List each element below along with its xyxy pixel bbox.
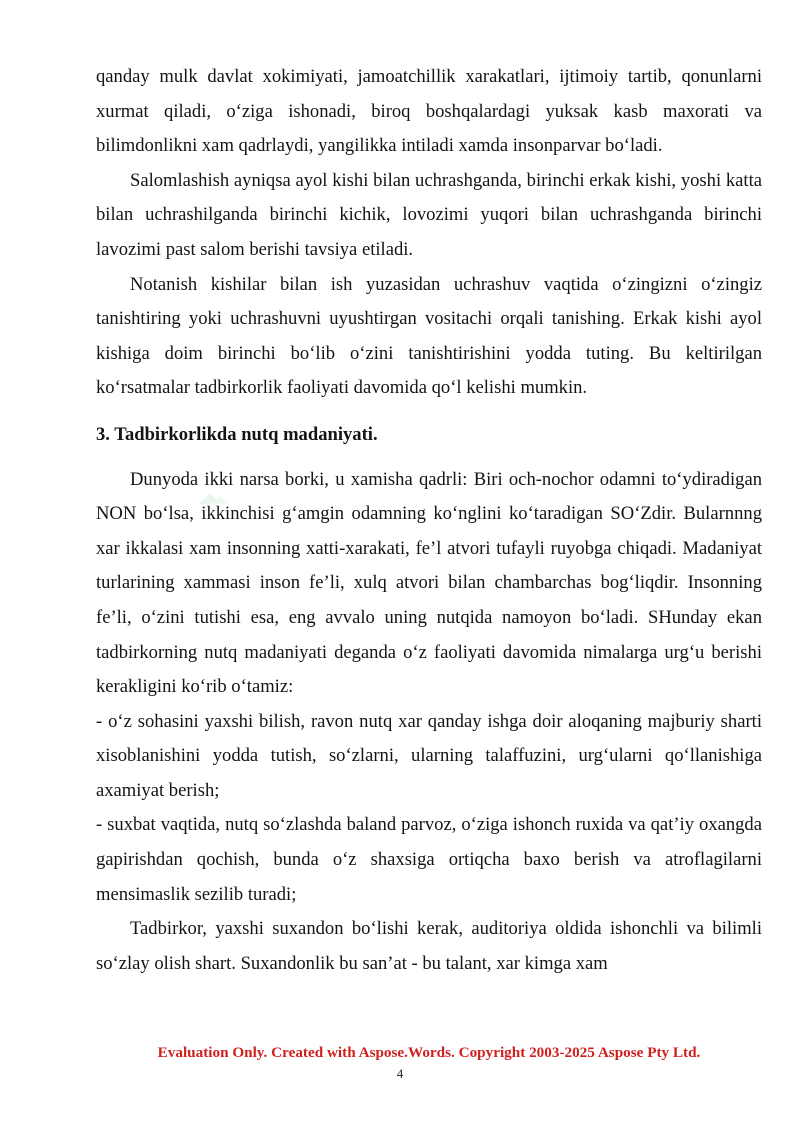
evaluation-notice: Evaluation Only. Created with Aspose.Words. Copyright 2003-2025 Aspose Pty Ltd.	[157, 1044, 701, 1061]
paragraph-speech-culture: Dunyoda ikki narsa borki, u xamisha qadrli: Biri och-nochor odamni to‘ydiradigan NON bo‘lsa, ikkinchisi g‘amgin odamning ko‘nglini ko‘taradigan SO‘Zdir. Bularnnng xar ikkalasi xam insonning xatti-xarakati, fe’l atvori tufayli ruyobga chiqadi. Madaniyat turlarining xammasi inson fe’li, xulq atvori bilan chambarchas bog‘liqdir. Insonning fe’li, o‘zini tutishi esa, eng avvalo uning nutqida namoyon bo‘ladi. SHunday ekan tadbirkorning nutq madaniyati deganda o‘z faoliyati davomida nimalarga urg‘u berishi kerakligini ko‘rib o‘tamiz:	[96, 468, 762, 698]
paragraph-introduction: Notanish kishilar bilan ish yuzasidan uchrashuv vaqtida o‘zingizni o‘zingiz tanishtiring yoki uchrashuvni uyushtirgan vositachi orqali tanishing. Erkak kishi ayol kishiga doim birinchi bo‘lib o‘zini tanishtirishini yodda tuting. Bu keltirilgan ko‘rsatmalar tadbirkorlik faoliyati davomida qo‘l kelishi mumkin.	[96, 273, 762, 399]
document-body	[96, 60, 762, 981]
list-item-knowledge: - o‘z sohasini yaxshi bilish, ravon nutq xar qanday ishga doir aloqaning majburiy sharti xisoblanishini yodda tutish, so‘zlarni, ularning talaffuzini, urg‘ularni qo‘llanishiga axamiyat berish;	[96, 710, 762, 801]
section-heading: 3. Tadbirkorlikda nutq madaniyati.	[96, 423, 378, 445]
page-number: 4	[396, 1066, 404, 1081]
paragraph-orator: Tadbirkor, yaxshi suxandon bo‘lishi kerak, auditoriya oldida ishonchli va bilimli so‘zlay olish shart. Suxandonlik bu san’at - bu talant, xar kimga xam	[96, 918, 762, 974]
list-item-conversation: - suxbat vaqtida, nutq so‘zlashda baland parvoz, o‘ziga ishonch ruxida va qat’iy oxangda gapirishdan qochish, bunda o‘z shaxsiga ortiqcha baxo berish va atroflagilarni mensimaslik sezilib turadi;	[96, 814, 762, 905]
paragraph-greeting: Salomlashish ayniqsa ayol kishi bilan uchrashganda, birinchi erkak kishi, yoshi katta bilan uchrashilganda birinchi kichik, lovozimi yuqori bilan uchrashganda birinchi lavozimi past salom berishi tavsiya etiladi.	[96, 169, 762, 260]
paragraph-continuation: qanday mulk davlat xokimiyati, jamoatchillik xarakatlari, ijtimoiy tartib, qonunlarni xurmat qiladi, o‘ziga ishonadi, biroq boshqalardagi yuksak kasb maxorati va bilimdonlikni xam qadrlaydi, yangilikka intiladi xamda insonparvar bo‘ladi.	[96, 66, 762, 157]
